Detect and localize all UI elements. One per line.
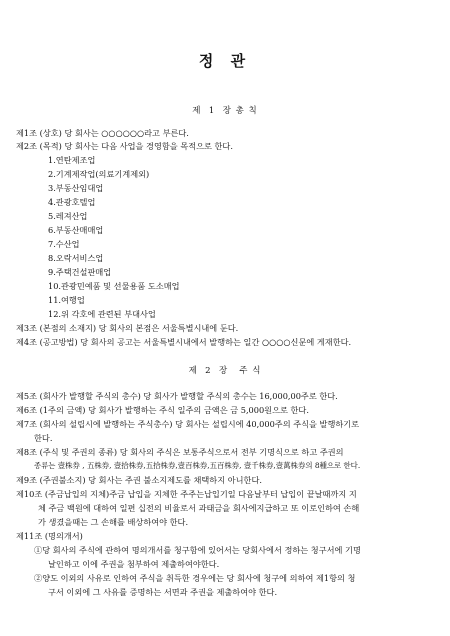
purpose-item: 6.부동산매매업 — [48, 225, 104, 235]
chapter-2-heading: 제 2 장 주 식 — [188, 366, 262, 376]
article-3: 제3조 (본점의 소재지) 당 회사의 본점은 서울특별시내에 둔다. — [16, 323, 239, 333]
document-title: 정 관 — [198, 52, 252, 70]
article-5: 제5조 (회사가 발행할 주식의 총수) 당 회사가 발행할 주식의 총수는 16,000,00주로 한다. — [16, 391, 338, 401]
purpose-item: 3.부동산임대업 — [48, 183, 104, 193]
purpose-item: 8.오락서비스업 — [48, 253, 104, 263]
article-10-continued: 체 주금 백원에 대하여 일편 십전의 비율로서 과태금을 회사에지급하고 또 이로인하여 손해 — [38, 503, 360, 513]
article-7-continued: 한다. — [34, 433, 53, 443]
article-8-continued: 종류는 壹株券 , 五株券, 壹拾株券,五拾株券,壹百株券,五百株券, 壹千株券,壹萬株券의 8種으로 한다. — [34, 461, 361, 470]
article-11: 제11조 (명의개서) — [16, 531, 83, 541]
purpose-item: 5.레져산업 — [48, 211, 88, 221]
article-10: 제10조 (주금납입의 지체)주금 납입을 지체한 주주는납입기일 다음날부터 납입이 끝날때까지 지 — [16, 489, 357, 499]
article-11-clause-1-continued: 날인하고 이에 주권을 첨부하여 제출하여야한다. — [48, 559, 220, 569]
article-11-clause-2-continued: 구서 이외에 그 사유를 증명하는 서면과 주권을 제출하여야 한다. — [48, 587, 278, 597]
article-1: 제1조 (상호) 당 회사는 ○○○○○○라고 부른다. — [16, 128, 189, 138]
article-7: 제7조 (회사의 설립시에 발행하는 주식총수) 당 회사는 설립시에 40,000주의 주식을 발행하기로 — [16, 419, 360, 429]
article-11-clause-2: ②양도 이외의 사유로 인하여 주식을 취득한 경우에는 당 회사에 청구에 의하여 제1항의 청 — [34, 573, 356, 583]
article-6: 제6조 (1주의 금액) 당 회사가 발행하는 주식 일주의 금액은 금 5,000원으로 한다. — [16, 405, 309, 415]
purpose-item: 12.위 각호에 관련된 부대사업 — [48, 309, 156, 319]
article-2: 제2조 (목적) 당 회사는 다음 사업을 경영함을 목적으로 한다. — [16, 141, 233, 151]
purpose-item: 7.수산업 — [48, 239, 80, 249]
purpose-item: 4.관광호텔업 — [48, 197, 96, 207]
purpose-item: 1.연탄제조업 — [48, 155, 96, 165]
article-4: 제4조 (공고방법) 당 회사의 공고는 서울특별시내에서 발행하는 일간 ○○○○신문에 게재한다. — [16, 337, 352, 347]
article-8: 제8조 (주식 및 주권의 종류) 당 회사의 주식은 보통주식으로서 전부 기명식으로 하고 주권의 — [16, 447, 344, 457]
article-11-clause-1: ①당 회사의 주식에 관하여 명의개서를 청구함에 있어서는 당회사에서 정하는 청구서에 기명 — [34, 545, 361, 555]
chapter-1-heading: 제 1 장 총 칙 — [192, 106, 258, 116]
purpose-item: 10.관광민예품 및 선물용품 도소매업 — [48, 281, 180, 291]
purpose-item: 11.여행업 — [48, 295, 85, 305]
article-10-continued: 가 생겼을때는 그 손해를 배상하여야 한다. — [38, 517, 189, 527]
purpose-item: 9.주택건설판매업 — [48, 267, 112, 277]
purpose-item: 2.기계제작업(의료기계제외) — [48, 169, 150, 179]
article-9: 제9조 (주권불소지) 당 회사는 주권 불소지제도를 채택하지 아니한다. — [16, 475, 262, 485]
